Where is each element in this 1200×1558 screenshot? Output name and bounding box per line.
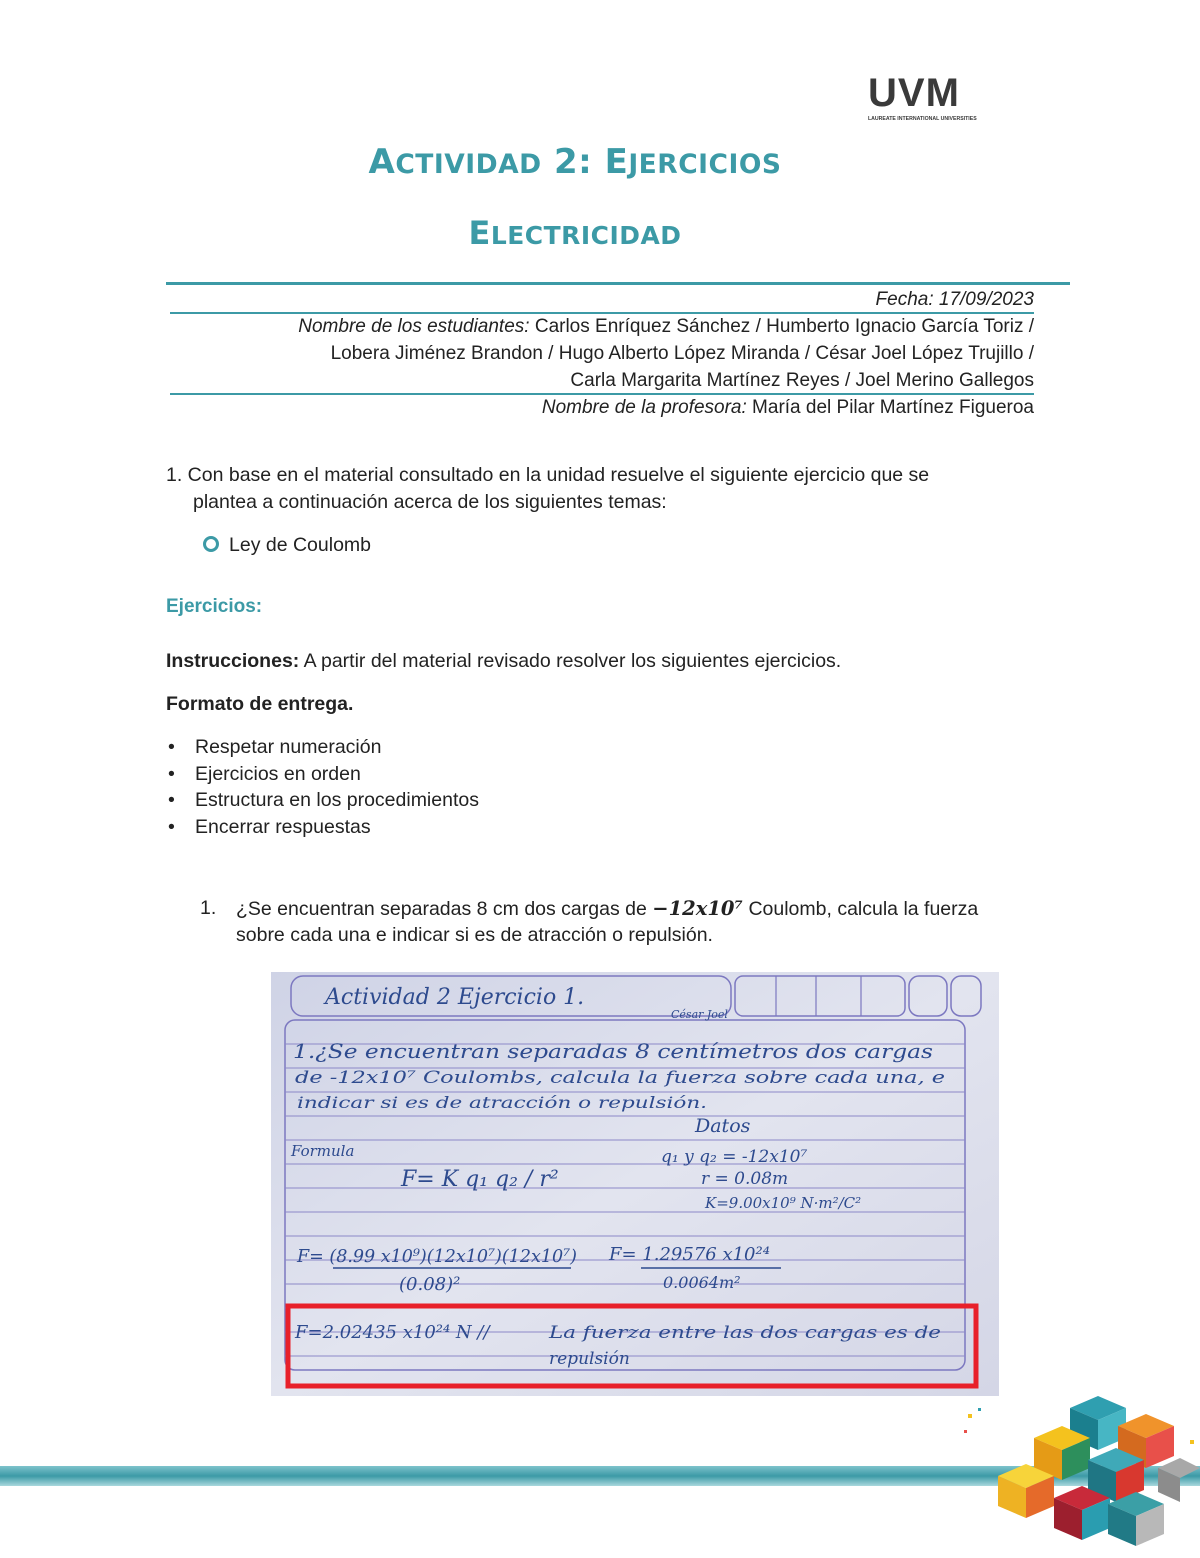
hw-datos: Datos [695,1115,751,1137]
instrucciones-line: Instrucciones: A partir del material revisado resolver los siguientes ejercicios. [166,650,842,672]
handwritten-solution-photo [271,972,999,1396]
list-item: • Estructura en los procedimientos [166,787,479,814]
problem-line-2: sobre cada una e indicar si es de atracción o repulsión. [236,924,713,946]
list-item: • Ejercicios en orden [166,761,479,788]
list-item: • Encerrar respuestas [166,814,479,841]
hw-calc-1-den: (0.08)² [399,1274,461,1295]
hw-calc-2-den: 0.0064m² [663,1273,741,1292]
topic-item: Ley de Coulomb [203,532,371,559]
problem-line-1: ¿Se encuentran separadas 8 cm dos cargas de −12x10⁷ Coulomb, calcula la fuerza [236,897,979,920]
hw-formula: F= K q₁ q₂ / r² [401,1167,559,1192]
hw-result: F=2.02435 x10²⁴ N // [295,1322,490,1343]
decorative-cubes-graphic [958,1380,1200,1553]
header-top-rule [166,282,1070,285]
problem-number: 1. [200,897,217,919]
list-item: • Respetar numeración [166,734,479,761]
hw-data-2: r = 0.08m [701,1169,789,1189]
professor-label: Nombre de la profesora: [541,397,747,418]
hw-conclusion-2: repulsión [549,1349,630,1369]
charge-value: −12x10⁷ [652,897,744,920]
intro-line-1: 1. Con base en el material consultado en la unidad resuelve el siguiente ejercicio que se [166,464,930,486]
hw-calc-2: F= 1.29576 x10²⁴ [609,1244,770,1265]
hw-formula-label: Formula [291,1142,355,1160]
hw-data-3: K=9.00x10⁹ N·m²/C² [705,1194,862,1212]
students-line-1: Nombre de los estudiantes: Carlos Enríquez Sánchez / Humberto Ignacio García Toriz / [298,316,1034,337]
intro-line-2: plantea a continuación acerca de los siguientes temas: [193,491,667,513]
uvm-logo [866,70,996,128]
logo-subtext: LAUREATE INTERNATIONAL UNIVERSITIES [868,116,977,122]
logo-text: UVM [868,71,960,115]
students-line-3: Carla Margarita Martínez Reyes / Joel Merino Gallegos [570,370,1034,391]
circle-bullet-icon [203,536,219,552]
fecha: Fecha: 17/09/2023 [875,289,1034,310]
hw-header: Actividad 2 Ejercicio 1. [325,985,585,1010]
hw-conclusion-1: La fuerza entre las dos cargas es de [547,1323,941,1343]
formato-heading: Formato de entrega. [166,693,354,715]
activity-title: ACTIVIDAD 2: EJERCICIOS [368,142,782,182]
instrucciones-label: Instrucciones: [166,650,300,672]
subject-title: ELECTRICIDAD [468,214,682,252]
hw-name: César Joel [671,1008,728,1021]
students-label: Nombre de los estudiantes: [298,316,530,337]
hw-calc-1: F= (8.99 x10⁹)(12x10⁷)(12x10⁷) [296,1246,577,1267]
cube-tiles [998,1396,1200,1546]
hw-question-3: indicar si es de atracción o repulsión. [297,1093,707,1112]
hw-question-1: 1.¿Se encuentran separadas 8 centímetros dos cargas [293,1039,933,1063]
professor-line: Nombre de la profesora: María del Pilar Martínez Figueroa [541,397,1034,418]
ejercicios-heading: Ejercicios: [166,596,263,617]
formato-list [166,734,479,840]
students-line-2: Lobera Jiménez Brandon / Hugo Alberto López Miranda / César Joel López Trujillo / [330,343,1034,364]
hw-data-1: q₁ y q₂ = -12x10⁷ [661,1147,808,1167]
hw-question-2: de -12x10⁷ Coulombs, calcula la fuerza sobre cada una, e [295,1068,945,1088]
